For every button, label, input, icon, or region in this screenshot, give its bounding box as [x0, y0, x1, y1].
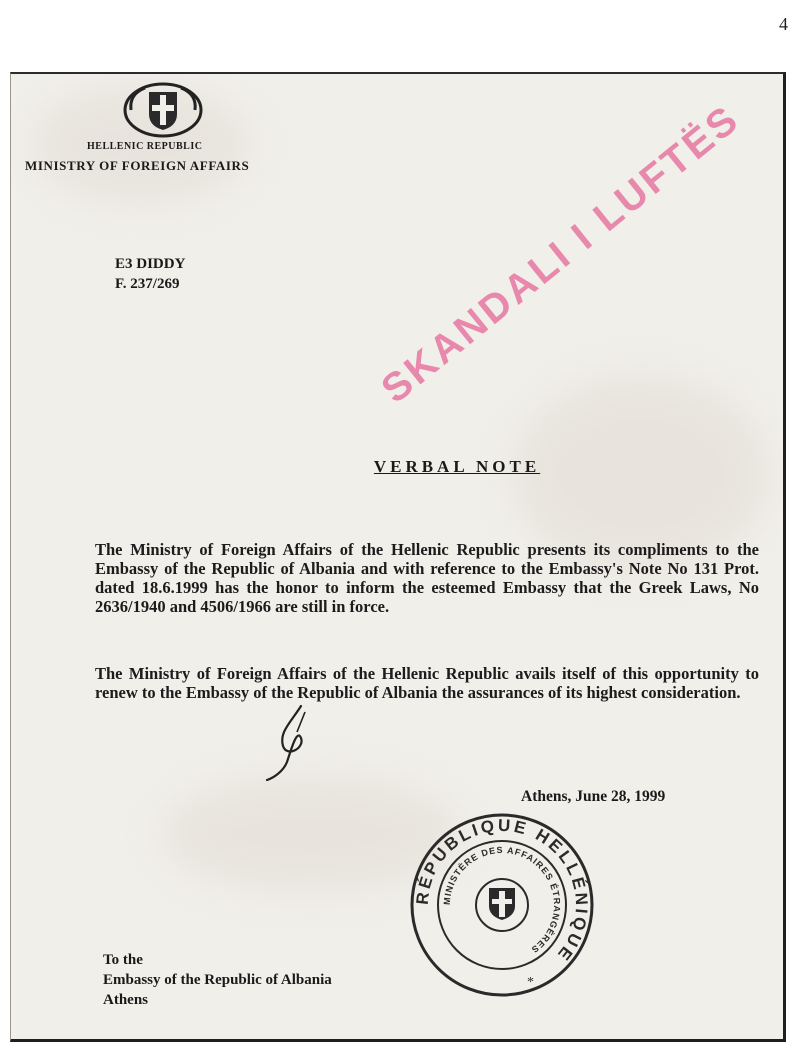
reference-line-1: E3 DIDDY: [115, 256, 186, 272]
place-and-date: Athens, June 28, 1999: [521, 788, 666, 805]
ministry-label: MINISTRY OF FOREIGN AFFAIRS: [25, 158, 250, 173]
addressee-line-2: Embassy of the Republic of Albania: [103, 972, 332, 988]
pink-stamp-overlay: SKANDALI I LUFTËS: [373, 96, 749, 412]
paragraph-2: The Ministry of Foreign Affairs of the Hellenic Republic avails itself of this opportunity to renew to the Embassy of the Republic of Albania the assurances of its highest consideration.: [95, 664, 759, 702]
page-number: 4: [779, 14, 788, 34]
document-sheet: [10, 72, 786, 1042]
greek-coat-of-arms-emblem: [121, 80, 205, 140]
addressee-line-1: To the: [103, 952, 143, 968]
document-title: VERBAL NOTE: [373, 457, 541, 476]
reference-block: [115, 254, 185, 294]
reference-line-2: F. 237/269: [115, 276, 180, 292]
seal-outer-text: RÉPUBLIQUE HELLÉNIQUE: [412, 815, 592, 966]
addressee-block: [103, 950, 332, 1010]
addressee-line-3: Athens: [103, 992, 149, 1008]
handwritten-initials-signature: [261, 702, 331, 782]
official-ministry-seal: [409, 812, 595, 998]
seal-inner-text: MINISTÈRE DES AFFAIRES ÉTRANGÈRES: [441, 844, 563, 956]
svg-text:*: *: [527, 975, 534, 990]
paragraph-1: The Ministry of Foreign Affairs of the Hellenic Republic presents its compliments to the Embassy of the Republic of Albania and with reference to the Embassy's Note No 131 Prot. dated 18.6.1999 has the honor to inform the esteemed Embassy that the Greek Laws, No 2636/1940 and 4506/1966 are still in force.: [95, 540, 759, 616]
republic-label: HELLENIC REPUBLIC: [87, 141, 203, 152]
